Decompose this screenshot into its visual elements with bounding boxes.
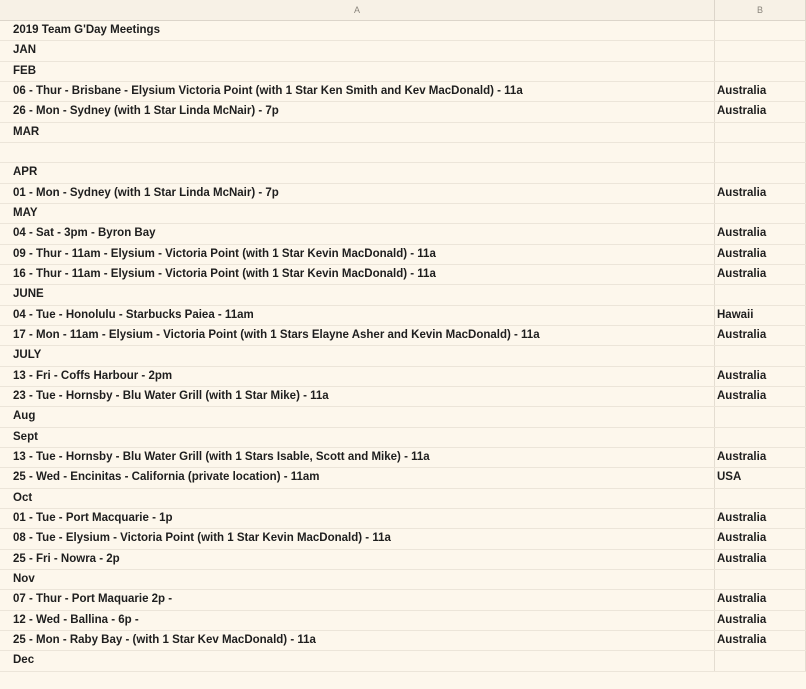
- cell-b[interactable]: [715, 62, 806, 81]
- table-row: [0, 285, 806, 305]
- cell-b[interactable]: [715, 123, 806, 142]
- cell-b[interactable]: Australia: [715, 367, 806, 386]
- cell-a[interactable]: Aug: [0, 407, 715, 426]
- cell-b[interactable]: Australia: [715, 509, 806, 528]
- cell-a[interactable]: Nov: [0, 570, 715, 589]
- cell-b[interactable]: Australia: [715, 184, 806, 203]
- cell-a[interactable]: FEB: [0, 62, 715, 81]
- cell-b[interactable]: Australia: [715, 102, 806, 121]
- cell-a[interactable]: 25 - Fri - Nowra - 2p: [0, 550, 715, 569]
- cell-b[interactable]: [715, 21, 806, 40]
- cell-b[interactable]: [715, 41, 806, 60]
- cell-b[interactable]: Australia: [715, 224, 806, 243]
- table-row: [0, 550, 806, 570]
- table-row: [0, 631, 806, 651]
- table-row: [0, 204, 806, 224]
- cell-b[interactable]: Australia: [715, 550, 806, 569]
- table-row: [0, 82, 806, 102]
- table-row: [0, 224, 806, 244]
- cell-a[interactable]: JUNE: [0, 285, 715, 304]
- cell-b[interactable]: Australia: [715, 611, 806, 630]
- table-row: [0, 62, 806, 82]
- table-row: [0, 570, 806, 590]
- cell-a[interactable]: [0, 143, 715, 162]
- table-row: [0, 21, 806, 41]
- table-row: [0, 428, 806, 448]
- cell-a[interactable]: 26 - Mon - Sydney (with 1 Star Linda McNair) - 7p: [0, 102, 715, 121]
- cell-a[interactable]: APR: [0, 163, 715, 182]
- table-row: [0, 326, 806, 346]
- table-row: [0, 163, 806, 183]
- cell-b[interactable]: Australia: [715, 82, 806, 101]
- table-row: [0, 102, 806, 122]
- table-row: [0, 448, 806, 468]
- cell-b[interactable]: [715, 143, 806, 162]
- cell-a[interactable]: JULY: [0, 346, 715, 365]
- cell-a[interactable]: 23 - Tue - Hornsby - Blu Water Grill (with 1 Star Mike) - 11a: [0, 387, 715, 406]
- cell-b[interactable]: Australia: [715, 590, 806, 609]
- cell-b[interactable]: Australia: [715, 448, 806, 467]
- cell-b[interactable]: [715, 204, 806, 223]
- cell-b[interactable]: [715, 285, 806, 304]
- cell-a[interactable]: 07 - Thur - Port Maquarie 2p -: [0, 590, 715, 609]
- table-row: [0, 509, 806, 529]
- cell-a[interactable]: 06 - Thur - Brisbane - Elysium Victoria Point (with 1 Star Ken Smith and Kev MacDonald) - 11a: [0, 82, 715, 101]
- cell-a[interactable]: 01 - Tue - Port Macquarie - 1p: [0, 509, 715, 528]
- cell-b[interactable]: [715, 407, 806, 426]
- cell-b[interactable]: [715, 489, 806, 508]
- cell-a[interactable]: 13 - Tue - Hornsby - Blu Water Grill (with 1 Stars Isable, Scott and Mike) - 11a: [0, 448, 715, 467]
- table-row: [0, 245, 806, 265]
- table-row: [0, 590, 806, 610]
- cell-b[interactable]: [715, 346, 806, 365]
- cell-a[interactable]: MAR: [0, 123, 715, 142]
- cell-b[interactable]: [715, 163, 806, 182]
- cell-a[interactable]: Oct: [0, 489, 715, 508]
- cell-a[interactable]: 25 - Mon - Raby Bay - (with 1 Star Kev MacDonald) - 11a: [0, 631, 715, 650]
- table-row: [0, 41, 806, 61]
- cell-a[interactable]: 17 - Mon - 11am - Elysium - Victoria Point (with 1 Stars Elayne Asher and Kevin MacDonald) - 11a: [0, 326, 715, 345]
- cell-b[interactable]: Hawaii: [715, 306, 806, 325]
- cell-a[interactable]: 12 - Wed - Ballina - 6p -: [0, 611, 715, 630]
- column-header-bar: [0, 0, 806, 21]
- column-header-a[interactable]: A: [0, 0, 715, 20]
- cell-a[interactable]: 08 - Tue - Elysium - Victoria Point (with 1 Star Kevin MacDonald) - 11a: [0, 529, 715, 548]
- table-row: [0, 611, 806, 631]
- table-row: [0, 489, 806, 509]
- table-row: [0, 184, 806, 204]
- column-header-b[interactable]: B: [715, 0, 806, 20]
- table-row: [0, 529, 806, 549]
- cell-a[interactable]: 2019 Team G'Day Meetings: [0, 21, 715, 40]
- table-row: [0, 265, 806, 285]
- cell-a[interactable]: JAN: [0, 41, 715, 60]
- table-row: [0, 387, 806, 407]
- cell-a[interactable]: Dec: [0, 651, 715, 670]
- table-row: [0, 468, 806, 488]
- table-row: [0, 306, 806, 326]
- cell-b[interactable]: [715, 428, 806, 447]
- cell-b[interactable]: Australia: [715, 245, 806, 264]
- cell-a[interactable]: 25 - Wed - Encinitas - California (private location) - 11am: [0, 468, 715, 487]
- cell-a[interactable]: 01 - Mon - Sydney (with 1 Star Linda McNair) - 7p: [0, 184, 715, 203]
- cell-b[interactable]: [715, 570, 806, 589]
- table-row: [0, 367, 806, 387]
- table-row: [0, 143, 806, 163]
- cell-a[interactable]: 04 - Sat - 3pm - Byron Bay: [0, 224, 715, 243]
- cell-b[interactable]: Australia: [715, 265, 806, 284]
- cell-a[interactable]: Sept: [0, 428, 715, 447]
- cell-a[interactable]: 04 - Tue - Honolulu - Starbucks Paiea - 11am: [0, 306, 715, 325]
- cell-b[interactable]: USA: [715, 468, 806, 487]
- table-row: [0, 123, 806, 143]
- table-row: [0, 346, 806, 366]
- cell-b[interactable]: Australia: [715, 326, 806, 345]
- cell-b[interactable]: Australia: [715, 631, 806, 650]
- cell-b[interactable]: Australia: [715, 529, 806, 548]
- table-row: [0, 651, 806, 671]
- cell-a[interactable]: 13 - Fri - Coffs Harbour - 2pm: [0, 367, 715, 386]
- cell-b[interactable]: Australia: [715, 387, 806, 406]
- cell-a[interactable]: 16 - Thur - 11am - Elysium - Victoria Point (with 1 Star Kevin MacDonald) - 11a: [0, 265, 715, 284]
- cell-b[interactable]: [715, 651, 806, 670]
- cell-a[interactable]: 09 - Thur - 11am - Elysium - Victoria Point (with 1 Star Kevin MacDonald) - 11a: [0, 245, 715, 264]
- cell-a[interactable]: MAY: [0, 204, 715, 223]
- table-row: [0, 407, 806, 427]
- sheet-rows: [0, 21, 806, 672]
